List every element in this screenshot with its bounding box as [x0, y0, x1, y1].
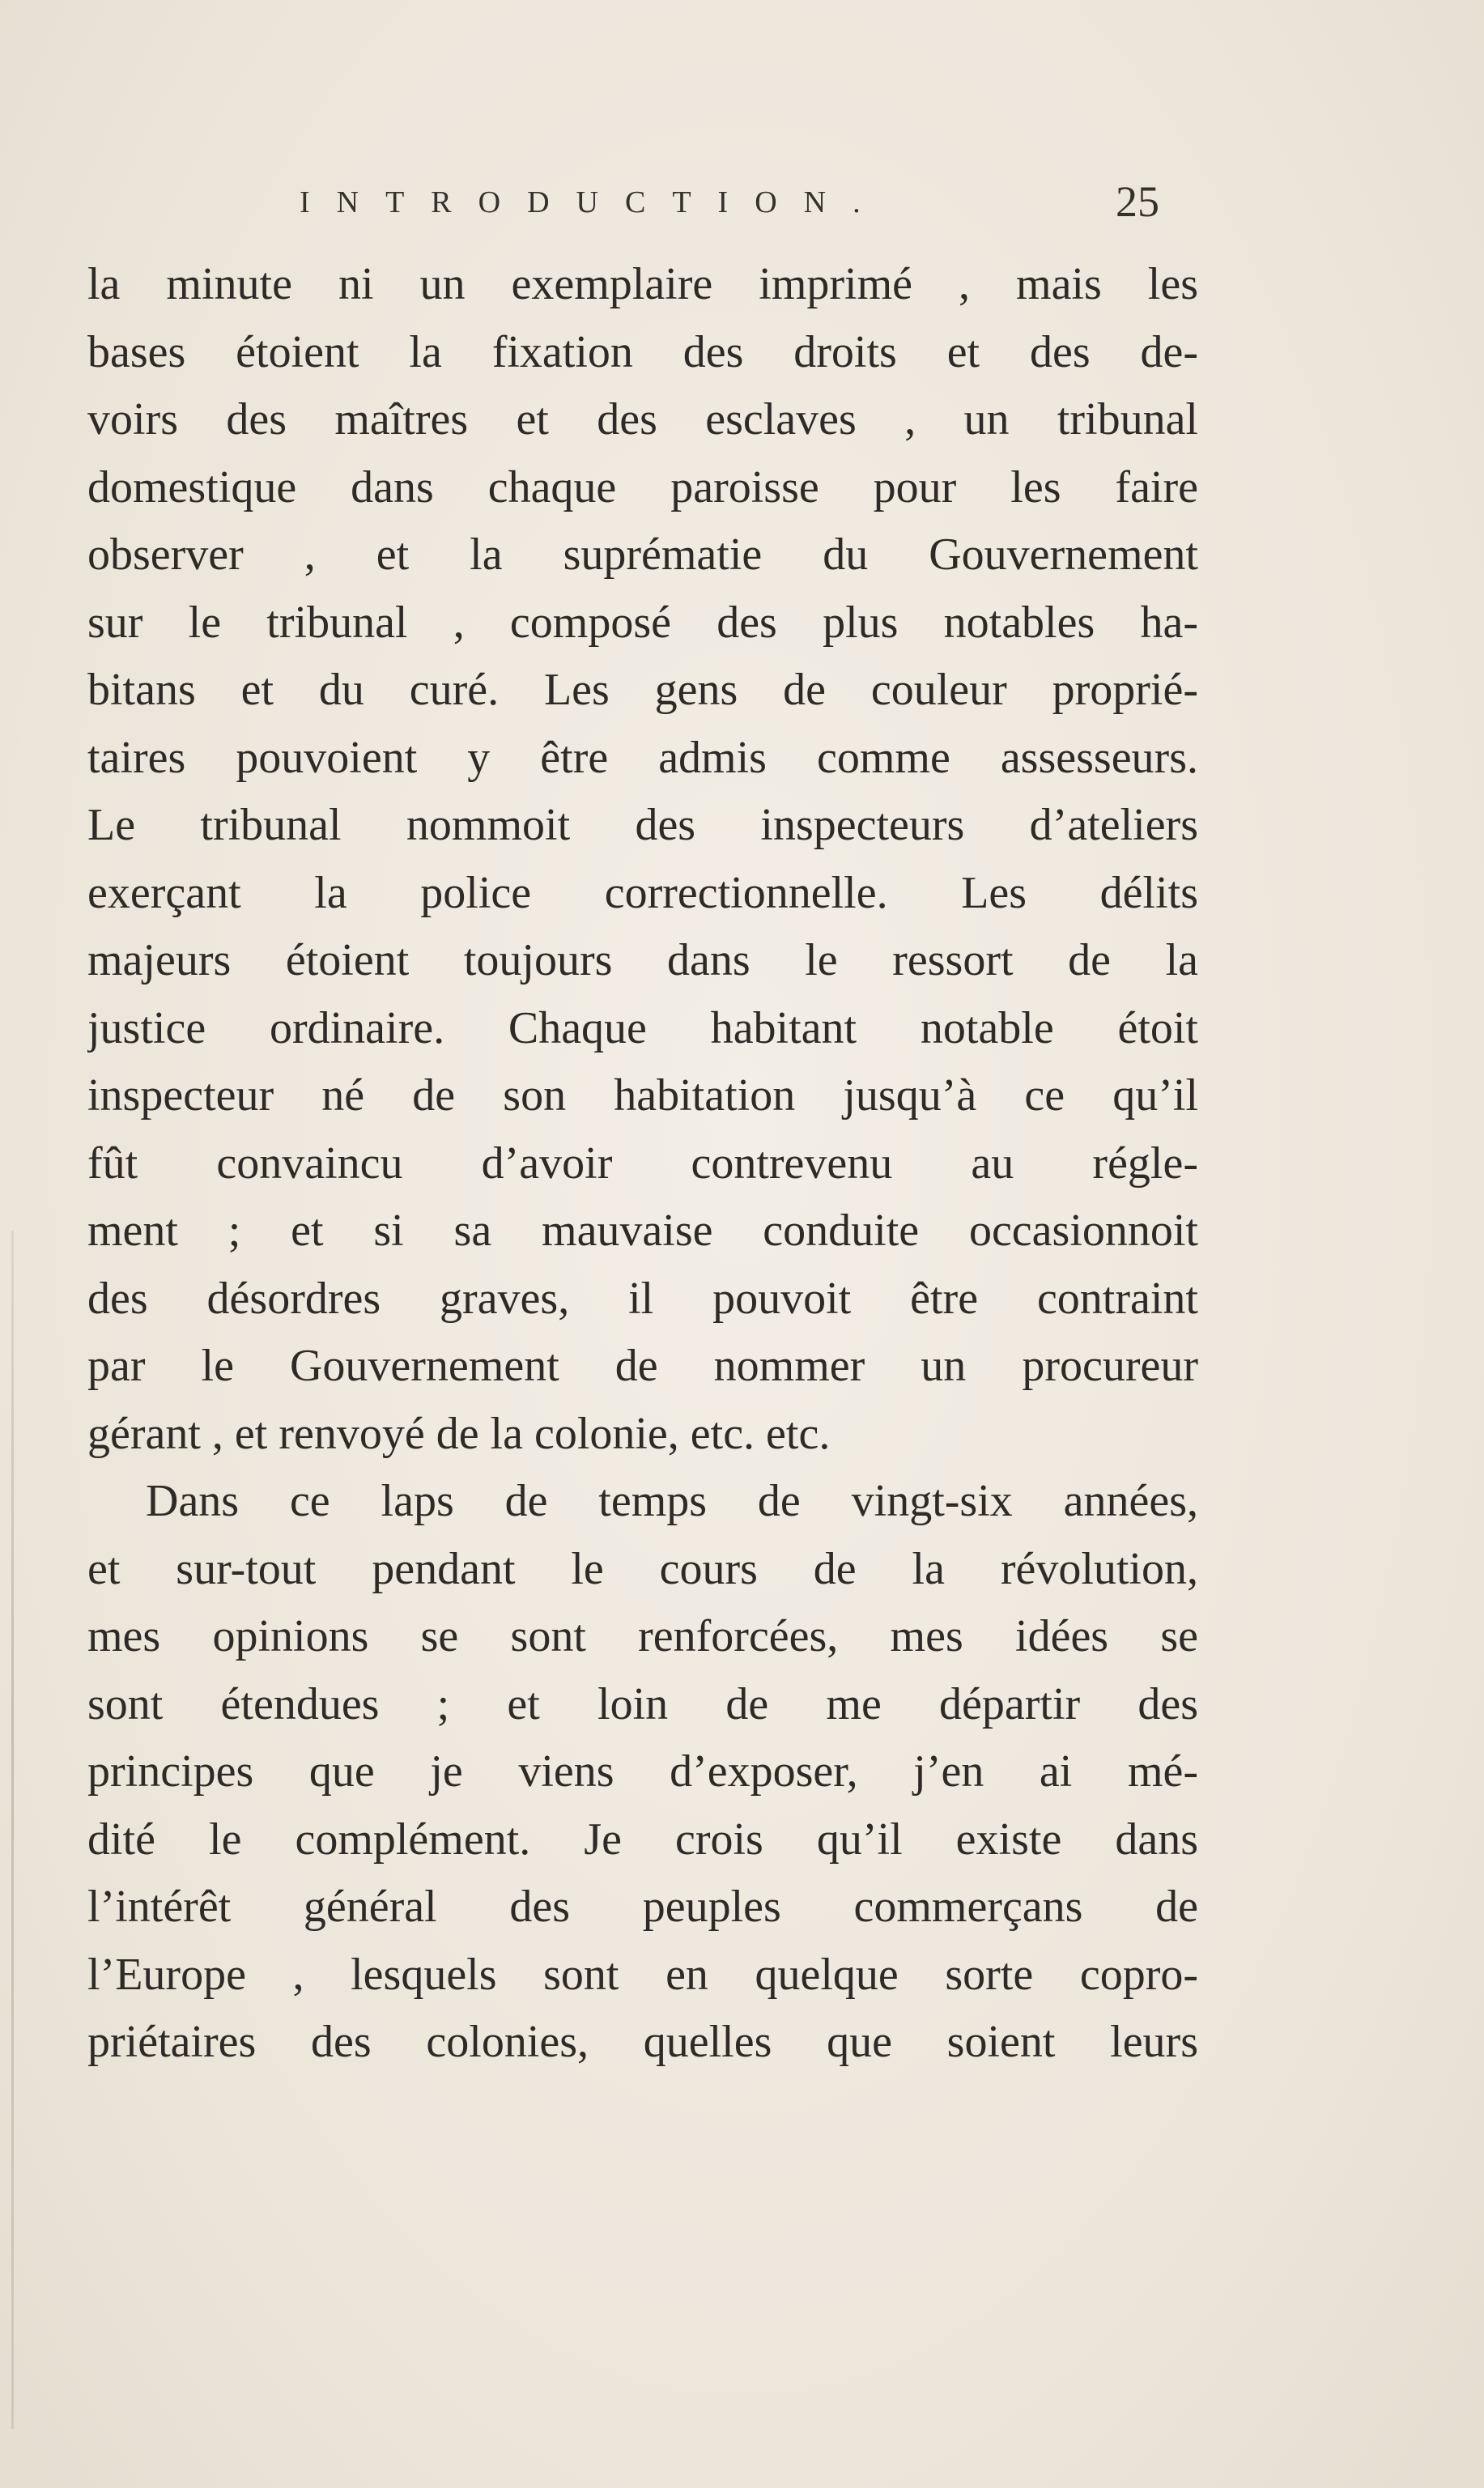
text-line: par le Gouvernement de nommer un procureur: [87, 1341, 1198, 1391]
page-number: 25: [1116, 177, 1159, 226]
text-line: la minute ni un exemplaire imprimé , mais les: [87, 259, 1198, 309]
body-text: [87, 251, 1198, 2077]
text-line: sont étendues ; et loin de me départir des: [87, 1678, 1198, 1729]
text-line: dité le complément. Je crois qu’il existe dans: [87, 1814, 1198, 1865]
text-line: ment ; et si sa mauvaise conduite occasionnoit: [87, 1206, 1198, 1256]
text-line: exerçant la police correctionnelle. Les délits: [87, 867, 1198, 918]
text-line: bitans et du curé. Les gens de couleur proprié-: [87, 665, 1198, 715]
text-line: fût convaincu d’avoir contrevenu au régle-: [87, 1138, 1198, 1189]
text-line: voirs des maîtres et des esclaves , un tribunal: [87, 394, 1198, 444]
text-line: justice ordinaire. Chaque habitant notable étoit: [87, 1002, 1198, 1053]
text-line: Le tribunal nommoit des inspecteurs d’ateliers: [87, 800, 1198, 850]
text-line: l’intérêt général des peuples commerçans de: [87, 1882, 1198, 1932]
text-line: bases étoient la fixation des droits et des de-: [87, 326, 1198, 377]
text-line: taires pouvoient y être admis comme assesseurs.: [87, 732, 1198, 783]
running-head-title: INTRODUCTION.: [300, 185, 887, 219]
text-line: priétaires des colonies, quelles que soient leurs: [87, 2017, 1198, 2067]
paragraph-start-line: Dans ce laps de temps de vingt-six années,: [146, 1476, 1198, 1526]
text-line: observer , et la suprématie du Gouvernement: [87, 529, 1198, 580]
text-line: des désordres graves, il pouvoit être contraint: [87, 1273, 1198, 1324]
text-line: sur le tribunal , composé des plus notables ha-: [87, 597, 1198, 648]
page-gutter-edge: [11, 1231, 14, 2429]
running-head: [300, 176, 1190, 233]
text-line: l’Europe , lesquels sont en quelque sorte copro-: [87, 1949, 1198, 2000]
text-line: domestique dans chaque paroisse pour les faire: [87, 461, 1198, 512]
text-line: majeurs étoient toujours dans le ressort de la: [87, 935, 1198, 985]
text-line: et sur-tout pendant le cours de la révolution,: [87, 1543, 1198, 1594]
text-line: mes opinions se sont renforcées, mes idées se: [87, 1611, 1198, 1661]
text-line: principes que je viens d’exposer, j’en ai mé-: [87, 1746, 1198, 1797]
paragraph-end-line: gérant , et renvoyé de la colonie, etc. etc.: [87, 1408, 831, 1459]
text-line: inspecteur né de son habitation jusqu’à ce qu’il: [87, 1070, 1198, 1121]
